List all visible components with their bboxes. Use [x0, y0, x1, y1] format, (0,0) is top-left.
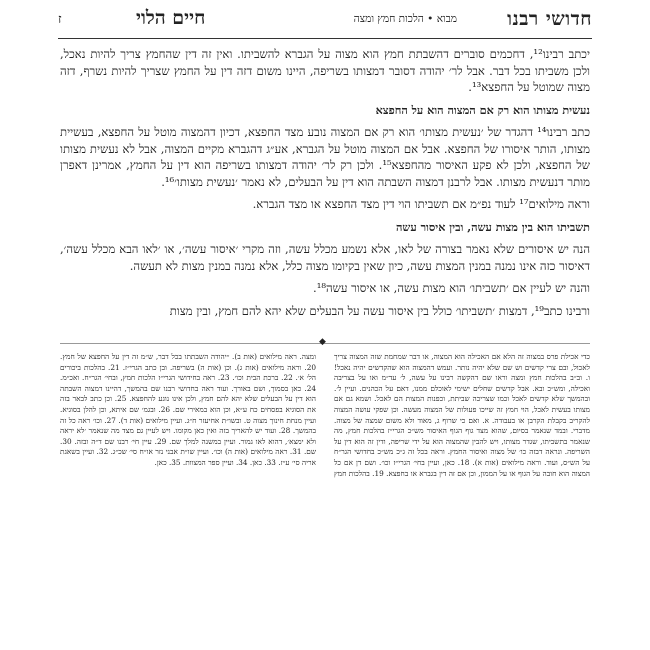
- main-text: [60, 46, 590, 325]
- book-title: חדושי רבנו: [507, 8, 592, 30]
- header-rule: [58, 38, 592, 39]
- section-subtitle: מבוא • הלכות חמץ ומצה: [353, 13, 457, 25]
- paragraph: והנה יש לעיין אם ׳תשביתו׳ הוא מצות עשה, או איסור עשה¹⁸.: [313, 281, 590, 295]
- paragraph: ורבינו כתב¹⁹, דמצות ׳תשביתו׳ כולל בין איסור עשה על הבעלים שלא יהא להם חמץ, ובין מצות: [169, 303, 590, 318]
- paragraph: יכתב רבינו¹², דחכמים סוברים דהשבתת חמץ הוא מצוה על הגברא להשביתו. ואין זה דין שהחמץ צריך להיות נאכל, ולכן משביתו בכל דבר. אבל לר׳ יהודה דסובר דמצותו בשריפה, היינו משום דזה דין על החמץ שצריך להיות נשרף, דזה מצוה שמוטל על החפצא¹³.: [60, 47, 590, 94]
- footnotes: כדי אכילת פרס במצוה זה הלא אם האכילה הוא המצוה, או דבר שמחמת שזה המצוה צריך לאכול, ובם צרי קדשים וש שם שלא יהיה נותר. ועמש דהמצוה הוא שהקדשים יהיה נאכל! ו. וב״ב בהלכות חמץ ומצה וראו שם דהקשה רבינו על עשה, ל׳ עד״מ ואו על בצריבה ואכילה, ומש״כ ובא. אבל קדשים שחלים ישימי לאוכלם ממנו, דאם על הכהנים. ועיין ל׳. ובהמשך שלא קדשים לאכל וכמו שצריכה שביתת, וכפנות המצות הם לאכל. ושמא גם אם מצותו בעשית לאכל, הוי חמץ זה שייכו פעולות של המצוה מעשה. וכן שפקי עושה המצוה להקריב בקבלת הקרבן או בעבודה. א. ואם כי שרוף ג, מאוד ולא משום שמצה של מצוה. מדברי. ובמד שנאמר בסיום, שהוא מצד גוף הגוף האיסור מש״כ הגרי״ז בהלכות חמץ, מה שנאמר בתשביתו, שגדר מצותו, ויש להבין שהמצוה הוא על ידי שריפה, ודין זה הוא דין על השריפה. ונראה דבזה כו׳ של מצוה ואיסור החמץ. וראה בכל זה ג״כ מש״כ בחדושי הגר״ח על הש״ס, ועוד. וראה מילואים (אות א). 18. כאן, ועיין בחי׳ הגרי״ז וכו׳. ושם דן אם כל המצוה הוא חובה על הגוף או על הממון, וכן אם זה דין בגברא או בחפצא. 19. בהלכות חמץ ומצה. ראה מילואים (אות ב). ״יהודה השבתתו בכל דבר, ש״מ זה דין על החפצא של חמץ. 20. וראה מילואים (אות ג). וכן (אות ה) בשריפה. ובן כתב הגרי״ז. 21. בהלכות ביכורים הל׳ א׳. 22. ברכת הבית וכו׳. 23. ראה בחידושי הגרי״ז הלכות חמץ, ובחי׳ הגר״ח. ואכ״מ. 24. כאן בסמוך, ושם באורך. ועוד ראה בחדושי רבנו שם בהמשך, דהיינו דמצוה השבתה הוא דין על הבעלים שלא יהא להם חמץ, ולכן אינו נוגע להחפצא. 25. וכן כתב לבאר בזה את הסוגיא בפסחים כח ע״א, וכן הוא במאירי שם. 26. ובגמ׳ שם איתא, וכן להלן בסוגיא. ועיין מנחת חינוך מצוה ט. ובשו״ת אחיעזר ח״ג. ועיין מילואים (אות ד). 27. וכו׳ ראה כל זה בהמשך. 28. ועוד יש להאריך בזה ואין כאן מקומו. ויש לעיין גם מצד מה שנאמר ׳לא יראה ולא ימצא׳, דהוא לאו גמור. ועיין במשנה למלך שם. 29. עיין חי׳ רבנו שם ד״ה ובזה. 30. שם. 31. ראה מילואים (אות ה) וכו׳. ועיין שו״ת אבני נזר או״ח סי׳ שכ״ג. 32. ועיין בשאגת אריה סי׳ ע״ז. 33. כאן. 34. ועיין ספר המצוות. 35. כאן.: [60, 352, 590, 478]
- paragraph: הנה יש איסורים שלא נאמר בצורה של לאו, אלא נשמע מכלל עשה, וזה מקרי ׳איסור עשה׳, או ׳לאו הבא מכלל עשה׳, דאיסור כזה אינו נמנה במנין המצות עשה, כיון שאין בקיומו מצוה כלל, אלא נמנה במנין מצות לא תעשה.: [60, 242, 590, 273]
- paragraph: וראה מילואים¹⁷ לעוד נפ״מ אם תשביתו הוי דין מצד החפצא או מצד הגברא.: [252, 197, 590, 211]
- section-heading: נעשית מצותו הוא רק אם המצוה הוא על החפצא: [375, 102, 590, 117]
- author-title: חיים הלוי: [136, 7, 206, 29]
- paragraph: כתב רבינו¹⁴ דהגדר של ׳נעשית מצותו׳ הוא רק אם המצוה נובע מצד החפצא, דכיון דהמצוה מוטל על החפצא, בעשיית מצותו, הותר איסורו של החפצא. אבל אם המצוה מוטל על הגברא, אע״ג דהגברא מקיים המצוה, אבל לא נעשית מצותו של החפצא, ולכן לא פקע האיסור מהחפצא¹⁵. ולכן רק לר׳ יהודה דמצותו בשריפה הוא דין על החמץ, אמרינן דאפרן מותר דנעשית מצותו. אבל לרבנן דמצוה השבתה הוא דין על הבעלים, לא נאמר ׳נעשית מצותו׳¹⁶.: [60, 125, 590, 189]
- section-heading: תשביתו הוא בין מצות עשה, ובין איסור עשה: [395, 219, 590, 234]
- divider-ornament-icon: ◆: [319, 337, 326, 347]
- page-header: [58, 6, 592, 32]
- page-number: ז: [58, 12, 62, 27]
